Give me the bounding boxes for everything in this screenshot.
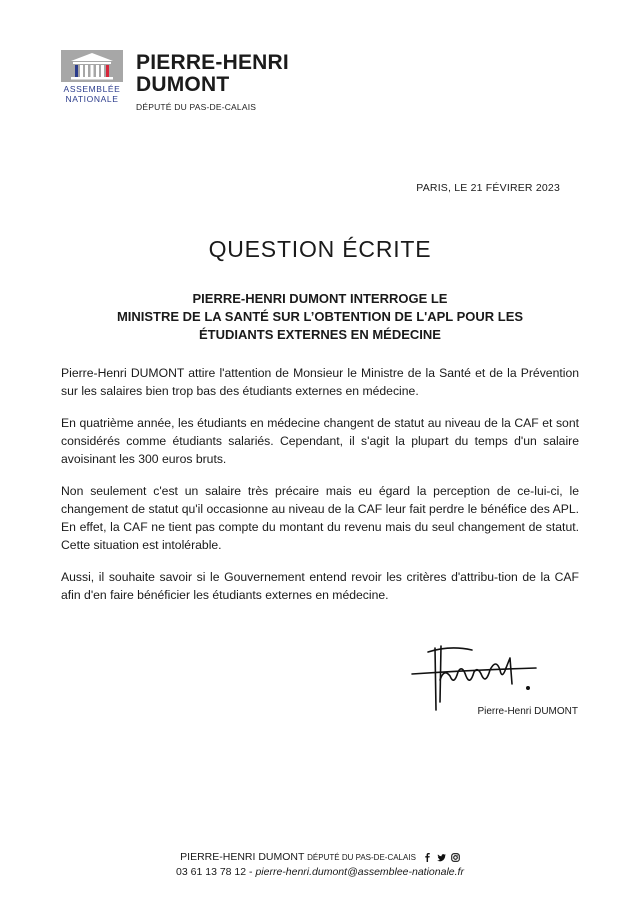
social-links — [423, 853, 460, 862]
logo-text — [64, 84, 121, 104]
letterhead — [60, 50, 289, 112]
headline-line-3: ÉTUDIANTS EXTERNES EN MÉDECINE — [199, 327, 441, 342]
deputy-role: DÉPUTÉ DU PAS-DE-CALAIS — [136, 102, 257, 112]
facebook-icon[interactable] — [423, 853, 432, 862]
footer-name: PIERRE-HENRI DUMONT — [180, 851, 305, 863]
paragraph-2: En quatrième année, les étudiants en médecine changent de statut au niveau de la CAF et sont considérés comme étudiants salariés. Cependant, il s'agit la plupart du temps d'un salaire avoisinant les 300 euros bruts. — [61, 416, 579, 466]
twitter-icon[interactable] — [437, 853, 446, 862]
assemblee-nationale-logo — [60, 50, 124, 104]
logo-line-1: ASSEMBLÉE — [63, 84, 121, 94]
headline-line-1: PIERRE-HENRI DUMONT INTERROGE LE — [192, 291, 448, 306]
footer-line-1 — [0, 850, 640, 865]
footer-role: DÉPUTÉ DU PAS-DE-CALAIS — [307, 853, 416, 862]
letter-date: PARIS, LE 21 FÉVIRER 2023 — [416, 182, 560, 194]
footer-phone: 03 61 13 78 12 - — [176, 866, 253, 878]
paragraph-3: Non seulement c'est un salaire très précaire mais eu égard la perception de ce-lui-ci, le changement de statut qu'il occasionne au niveau de la CAF leur fait perdre le bénéfice des APL. En effet, la CAF ne tient pas compte du montant du revenu mais du seul changement de statut. Cette situation est intolérable. — [61, 484, 579, 552]
signer-name: Pierre-Henri DUMONT — [477, 706, 578, 717]
document-title: QUESTION ÉCRITE — [208, 236, 432, 262]
instagram-icon[interactable] — [451, 853, 460, 862]
footer-line-2 — [0, 865, 640, 880]
deputy-name-line-1: PIERRE-HENRI — [136, 51, 289, 74]
headline-line-2: MINISTRE DE LA SANTÉ SUR L’OBTENTION DE L'APL POUR LES — [116, 309, 524, 324]
paragraph-1: Pierre-Henri DUMONT attire l'attention de Monsieur le Ministre de la Santé et de la Prévention sur les salaires bien trop bas des étudiants externes en médecine. — [61, 366, 579, 398]
deputy-name — [136, 52, 289, 96]
paragraph-4: Aussi, il souhaite savoir si le Gouvernement entend revoir les critères d'attribu-tion de la CAF afin d'en faire bénéficier les étudiants externes en médecine. — [61, 570, 579, 602]
footer-email[interactable]: pierre-henri.dumont@assemblee-nationale.fr — [255, 866, 464, 878]
logo-line-2: NATIONALE — [65, 94, 119, 104]
footer — [0, 850, 640, 880]
assemblee-emblem-icon — [61, 50, 123, 82]
headline — [60, 290, 580, 344]
deputy-block — [136, 50, 289, 112]
question-body — [61, 364, 579, 618]
deputy-name-line-2: DUMONT — [136, 73, 230, 96]
